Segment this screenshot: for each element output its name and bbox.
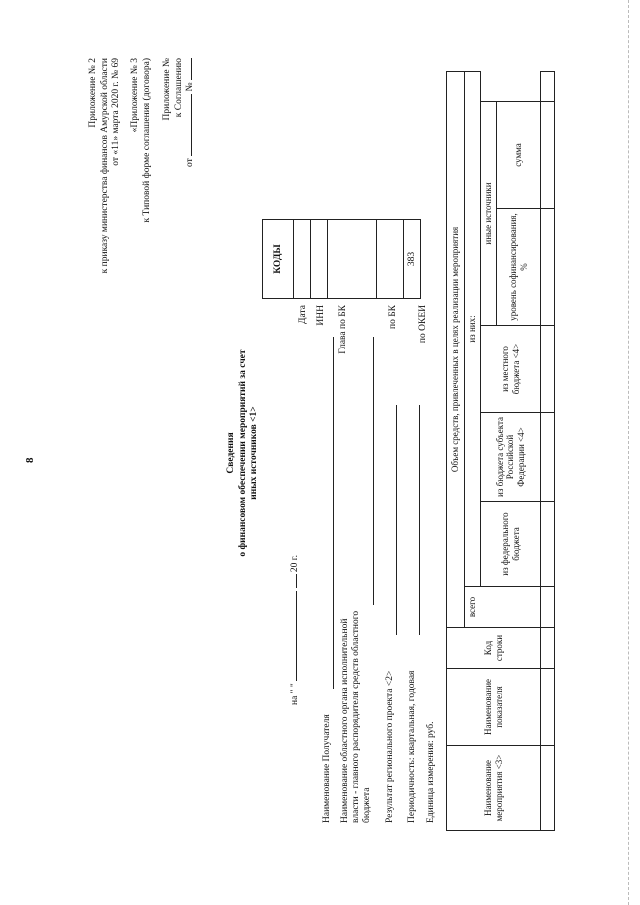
- th-total: всего: [465, 587, 541, 628]
- periodicity-label: Периодичность: квартальная, годовая: [407, 670, 417, 823]
- authority-field-line: [373, 337, 374, 605]
- appendix-main-line2: к приказу министерства финансов Амурской области: [99, 58, 110, 274]
- th-row-code: Код строки: [447, 628, 541, 669]
- page-number: 8: [24, 457, 36, 463]
- th-event-name: Наименование мероприятия <3>: [447, 746, 541, 831]
- title-line2: о финансовом обеспечении мероприятий за счет: [237, 349, 248, 557]
- page-edge-dashes: [628, 0, 629, 905]
- th-sum: сумма: [497, 102, 541, 209]
- agreement-from-label: от: [185, 158, 195, 167]
- title-line1: Сведения: [226, 432, 236, 474]
- agreement-no-label: №: [185, 82, 195, 92]
- th-cofinancing-level: уровень софинансирования, %: [497, 209, 541, 326]
- th-other-sources: иные источники: [481, 102, 497, 326]
- code-label-inn: ИНН: [316, 305, 326, 326]
- report-date-line: [290, 555, 300, 705]
- table-cell: [541, 209, 555, 326]
- project-result-label: Результат регионального проекта <2>: [385, 670, 395, 823]
- agreement-number-blank: [191, 58, 192, 80]
- appendix-main-line3: от «11» марта 2020 г. № 69: [111, 58, 121, 166]
- appendix-main-line1: Приложение № 2: [88, 58, 98, 128]
- table-cell: [541, 72, 555, 102]
- table-cell: [541, 502, 555, 587]
- report-date-prefix: на " ": [290, 683, 300, 705]
- table-cell: [541, 746, 555, 831]
- recipient-field-line: [333, 337, 334, 689]
- report-date-blank: [296, 591, 297, 681]
- authority-label-line2: власти - главного распорядителя средств областного: [351, 610, 361, 823]
- recipient-label: Наименование Получателя: [322, 714, 332, 823]
- codes-header: КОДЫ: [263, 220, 294, 299]
- code-label-date: Дата: [298, 305, 308, 324]
- report-year-blank: [296, 574, 297, 588]
- appendix-agreement-line3: [185, 58, 197, 167]
- code-date-cell: [294, 220, 311, 299]
- th-federal-budget: из федерального бюджета: [481, 502, 541, 587]
- appendix-agreement-line1: Приложение №: [162, 58, 172, 121]
- agreement-date-blank: [191, 94, 192, 156]
- code-label-bk: по БК: [388, 305, 398, 330]
- appendix-agreement: [162, 58, 197, 167]
- code-label-okei: по ОКЕИ: [418, 305, 428, 344]
- table-cell: [541, 669, 555, 746]
- unit-label: Единица измерения: руб.: [426, 721, 436, 823]
- periodicity-field-line: [419, 405, 420, 635]
- table-cell: [541, 587, 555, 628]
- code-bk-cell: [377, 220, 404, 299]
- appendix-form-line2: к Типовой форме соглашения (договора): [141, 58, 152, 223]
- appendix-agreement-line2: к Соглашению: [173, 58, 184, 118]
- th-local-budget: из местного бюджета <4>: [481, 326, 541, 413]
- th-of-which: из них:: [465, 72, 481, 587]
- th-subject-budget: из бюджета субъекта Российской Федерации <4>: [481, 413, 541, 502]
- project-field-line: [396, 405, 397, 635]
- document-title: [226, 243, 261, 663]
- authority-label-line1: Наименование областного органа исполнительной: [340, 618, 350, 823]
- appendix-form-line1: «Приложение № 3: [130, 58, 140, 133]
- appendix-form: [130, 58, 153, 222]
- code-label-chapter: Глава по БК: [338, 305, 348, 354]
- code-chapter-cell: [328, 220, 377, 299]
- funding-table: [446, 71, 555, 831]
- code-inn-cell: [311, 220, 328, 299]
- codes-table: [262, 219, 421, 299]
- table-cell: [541, 413, 555, 502]
- th-indicator-name: Наименование показателя: [447, 669, 541, 746]
- report-year: 20 г.: [290, 554, 300, 573]
- table-cell: [541, 628, 555, 669]
- table-cell: [541, 102, 555, 209]
- th-funding-volume: Объем средств, привлеченных в целях реализации мероприятия: [447, 72, 465, 628]
- authority-label-line3: бюджета: [362, 787, 372, 823]
- title-line3: иных источников <1>: [249, 406, 259, 500]
- table-cell: [541, 326, 555, 413]
- appendix-main: [88, 58, 123, 273]
- code-okei-cell: 383: [404, 220, 421, 299]
